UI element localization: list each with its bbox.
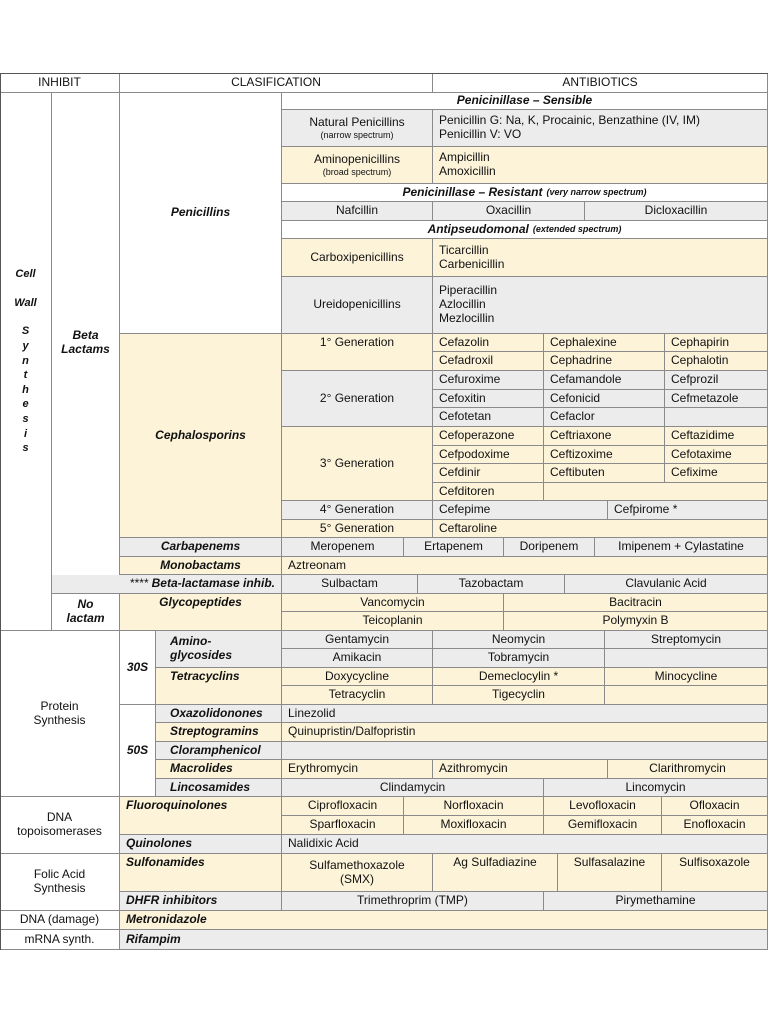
drug: Tigecyclin bbox=[433, 686, 605, 705]
drug: Imipenem + Cylastatine bbox=[595, 538, 768, 557]
drug: Streptomycin bbox=[605, 631, 768, 649]
drug-sulfamethoxazole bbox=[282, 854, 433, 892]
inhibit-protein-line: Protein bbox=[40, 698, 79, 713]
drug: Ofloxacin bbox=[662, 797, 768, 816]
penicillinase-resistant-label: Penicinillase – Resistant bbox=[402, 184, 543, 199]
empty-cell bbox=[605, 686, 768, 705]
drug: Gemifloxacin bbox=[544, 816, 662, 835]
drug: Polymyxin B bbox=[504, 612, 768, 631]
class-dhfr-inhibitors: DHFR inhibitors bbox=[120, 892, 282, 911]
penicillinase-sensible: Penicinillase – Sensible bbox=[282, 93, 768, 110]
aminopenicillins-note: (broad spectrum) bbox=[322, 166, 392, 177]
class-macrolides: Macrolides bbox=[156, 760, 282, 779]
cell-wall-letter: y bbox=[22, 339, 29, 352]
aminoglycosides-line: glycosides bbox=[170, 648, 233, 662]
cell-wall-letter: i bbox=[23, 427, 28, 440]
empty-cell bbox=[544, 483, 768, 501]
group-no-lactam bbox=[52, 594, 120, 631]
gen1-label: 1° Generation bbox=[282, 334, 433, 371]
drug: Cephapirin bbox=[665, 334, 768, 352]
class-cloramphenicol: Cloramphenicol bbox=[156, 742, 282, 760]
drug: Penicillin V: VO bbox=[439, 127, 522, 141]
drug: Tetracyclin bbox=[282, 686, 433, 705]
antipseudomonal-label: Antipseudomonal bbox=[427, 221, 529, 236]
drug: Neomycin bbox=[433, 631, 605, 649]
class-cephalosporins: Cephalosporins bbox=[120, 334, 282, 538]
aminopenicillins-drugs bbox=[433, 147, 768, 184]
drug: Linezolid bbox=[282, 705, 768, 723]
drug: Cefonicid bbox=[544, 390, 665, 408]
drug: Cephadrine bbox=[544, 352, 665, 371]
inhibit-dna-line: topoisomerases bbox=[17, 824, 102, 838]
drug: Cefazolin bbox=[433, 334, 544, 352]
inhibit-folic-acid bbox=[0, 854, 120, 911]
drug: Piperacillin bbox=[439, 283, 498, 298]
cell-wall-letter: S bbox=[21, 325, 30, 338]
cell-wall-letter: t bbox=[23, 369, 28, 382]
cell-wall-letter: s bbox=[22, 442, 29, 455]
drug: Ertapenem bbox=[404, 538, 504, 557]
cell-wall-word-cell: Cell bbox=[15, 267, 36, 280]
drug: Cefprozil bbox=[665, 371, 768, 390]
cell-wall-letter: n bbox=[22, 354, 29, 367]
group-50s: 50S bbox=[120, 705, 156, 797]
natural-penicillins-drugs bbox=[433, 110, 768, 147]
drug: Tazobactam bbox=[418, 575, 565, 594]
aminopenicillins-label: Aminopenicillins bbox=[313, 151, 401, 166]
ureidopenicillins: Ureidopenicillins bbox=[282, 277, 433, 334]
drug: Cefaclor bbox=[544, 408, 665, 427]
group-beta-line: Lactams bbox=[61, 342, 110, 356]
inhibit-cell-wall bbox=[0, 93, 52, 631]
drug: Carbenicillin bbox=[439, 256, 505, 271]
class-fluoroquinolones: Fluoroquinolones bbox=[120, 797, 282, 835]
drug: Nafcillin bbox=[282, 202, 433, 221]
inhibit-mrna-synth: mRNA synth. bbox=[0, 930, 120, 950]
ureidopenicillins-drugs bbox=[433, 277, 768, 334]
class-carbapenems: Carbapenems bbox=[120, 538, 282, 557]
class-quinolones: Quinolones bbox=[120, 835, 282, 854]
drug: Azlocillin bbox=[439, 297, 486, 312]
drug: Cefotetan bbox=[433, 408, 544, 427]
drug: Cefixime bbox=[665, 464, 768, 483]
drug: Cephalotin bbox=[665, 352, 768, 371]
class-beta-lactamase-inhib bbox=[52, 575, 282, 594]
drug: Aztreonam bbox=[282, 557, 768, 575]
drug: Bacitracin bbox=[504, 594, 768, 612]
class-streptogramins: Streptogramins bbox=[156, 723, 282, 742]
drug: Ciprofloxacin bbox=[282, 797, 404, 816]
gen2-label: 2° Generation bbox=[282, 371, 433, 427]
drug: Moxifloxacin bbox=[404, 816, 544, 835]
drug: Ceftizoxime bbox=[544, 446, 665, 464]
gen4-label: 4° Generation bbox=[282, 501, 433, 520]
class-aminoglycosides bbox=[156, 631, 282, 668]
drug-abbrev: (SMX) bbox=[340, 871, 374, 886]
class-tetracyclins: Tetracyclins bbox=[156, 668, 282, 705]
drug: Azithromycin bbox=[433, 760, 608, 779]
drug: Ampicillin bbox=[439, 150, 490, 165]
cell-wall-letter: e bbox=[22, 398, 29, 411]
drug: Tobramycin bbox=[433, 649, 605, 668]
drug: Trimethroprim (TMP) bbox=[282, 892, 544, 911]
penicillinase-resistant-note: (very narrow spectrum) bbox=[546, 187, 647, 198]
inhibit-dna-topoisomerases bbox=[0, 797, 120, 854]
group-30s: 30S bbox=[120, 631, 156, 705]
drug: Sparfloxacin bbox=[282, 816, 404, 835]
antipseudomonal-note: (extended spectrum) bbox=[532, 224, 622, 235]
drug: Clarithromycin bbox=[608, 760, 768, 779]
drug: Cefuroxime bbox=[433, 371, 544, 390]
drug: Cefoperazone bbox=[433, 427, 544, 446]
drug: Lincomycin bbox=[544, 779, 768, 797]
carboxipenicillins: Carboxipenicillins bbox=[282, 239, 433, 277]
group-beta-lactams bbox=[52, 93, 120, 594]
header-inhibit: INHIBIT bbox=[0, 73, 120, 93]
class-rifampim: Rifampim bbox=[120, 930, 768, 950]
drug: Amikacin bbox=[282, 649, 433, 668]
drug: Meropenem bbox=[282, 538, 404, 557]
drug: Clavulanic Acid bbox=[565, 575, 768, 594]
drug: Ceftaroline bbox=[433, 520, 768, 538]
drug: Cefamandole bbox=[544, 371, 665, 390]
drug: Enofloxacin bbox=[662, 816, 768, 835]
cell-wall-word-wall: Wall bbox=[14, 296, 37, 309]
natural-penicillins-note: (narrow spectrum) bbox=[320, 129, 394, 140]
drug: Cefpodoxime bbox=[433, 446, 544, 464]
drug: Ceftazidime bbox=[665, 427, 768, 446]
aminopenicillins bbox=[282, 147, 433, 184]
group-beta-line: Beta bbox=[72, 328, 99, 343]
drug: Sulfisoxazole bbox=[662, 854, 768, 892]
drug: Sulfasalazine bbox=[558, 854, 662, 892]
drug: Gentamycin bbox=[282, 631, 433, 649]
drug: Cefmetazole bbox=[665, 390, 768, 408]
group-no-lactam-line: lactam bbox=[66, 611, 105, 625]
drug: Oxacillin bbox=[433, 202, 585, 221]
drug: Cephalexine bbox=[544, 334, 665, 352]
carboxipenicillins-drugs bbox=[433, 239, 768, 277]
drug: Dicloxacillin bbox=[585, 202, 768, 221]
drug: Doripenem bbox=[504, 538, 595, 557]
drug: Cefotaxime bbox=[665, 446, 768, 464]
drug: Nalidixic Acid bbox=[282, 835, 768, 854]
header-antibiotics: ANTIBIOTICS bbox=[433, 73, 768, 93]
drug: Mezlocillin bbox=[439, 310, 495, 325]
drug: Cefepime bbox=[433, 501, 608, 520]
natural-penicillins bbox=[282, 110, 433, 147]
cell-wall-letter: s bbox=[22, 413, 29, 426]
drug: Cefdinir bbox=[433, 464, 544, 483]
class-glycopeptides: Glycopeptides bbox=[120, 594, 282, 631]
drug: Sulfamethoxazole bbox=[309, 857, 405, 872]
inhibit-protein-synthesis bbox=[0, 631, 120, 797]
natural-penicillins-label: Natural Penicillins bbox=[309, 114, 405, 129]
drug: Minocycline bbox=[605, 668, 768, 686]
group-no-lactam-line: No bbox=[77, 597, 94, 612]
drug: Pirymethamine bbox=[544, 892, 768, 911]
drug: Clindamycin bbox=[282, 779, 544, 797]
footnote-marker: **** bbox=[129, 576, 149, 591]
drug bbox=[665, 408, 768, 427]
drug: Teicoplanin bbox=[282, 612, 504, 631]
class-monobactams: Monobactams bbox=[120, 557, 282, 575]
antipseudomonal bbox=[282, 221, 768, 239]
class-oxazolidonones: Oxazolidonones bbox=[156, 705, 282, 723]
inhibit-folic-line: Folic Acid bbox=[33, 867, 86, 882]
penicillinase-resistant bbox=[282, 184, 768, 202]
drug: Ag Sulfadiazine bbox=[433, 854, 558, 892]
inhibit-dna-damage: DNA (damage) bbox=[0, 911, 120, 930]
drug: Erythromycin bbox=[282, 760, 433, 779]
aminoglycosides-line: Amino- bbox=[170, 634, 212, 649]
inhibit-protein-line: Synthesis bbox=[33, 712, 86, 727]
class-lincosamides: Lincosamides bbox=[156, 779, 282, 797]
gen3-label: 3° Generation bbox=[282, 427, 433, 501]
inhibit-folic-line: Synthesis bbox=[33, 881, 86, 895]
drug: Norfloxacin bbox=[404, 797, 544, 816]
drug: Ticarcillin bbox=[439, 242, 489, 257]
empty-cell bbox=[282, 742, 768, 760]
drug: Penicillin G: Na, K, Procainic, Benzathine (IV, IM) bbox=[439, 113, 700, 128]
drug: Cefoxitin bbox=[433, 390, 544, 408]
header-classification: CLASIFICATION bbox=[120, 73, 433, 93]
class-metronidazole: Metronidazole bbox=[120, 911, 768, 930]
drug: Amoxicillin bbox=[439, 164, 496, 178]
cell-wall-letter: h bbox=[22, 383, 29, 396]
drug: Ceftriaxone bbox=[544, 427, 665, 446]
inhibit-dna-line: DNA bbox=[46, 810, 73, 825]
drug: Demeclocylin * bbox=[433, 668, 605, 686]
empty-cell bbox=[605, 649, 768, 668]
drug: Ceftibuten bbox=[544, 464, 665, 483]
drug: Sulbactam bbox=[282, 575, 418, 594]
drug: Cefadroxil bbox=[433, 352, 544, 371]
drug: Levofloxacin bbox=[544, 797, 662, 816]
class-sulfonamides: Sulfonamides bbox=[120, 854, 282, 892]
drug: Doxycycline bbox=[282, 668, 433, 686]
class-penicillins: Penicillins bbox=[120, 93, 282, 334]
drug: Cefditoren bbox=[433, 483, 544, 501]
beta-lactamase-label: Beta-lactamase inhib. bbox=[151, 576, 275, 591]
drug: Cefpirome * bbox=[608, 501, 768, 520]
drug: Quinupristin/Dalfopristin bbox=[282, 723, 768, 742]
gen5-label: 5° Generation bbox=[282, 520, 433, 538]
drug: Vancomycin bbox=[282, 594, 504, 612]
